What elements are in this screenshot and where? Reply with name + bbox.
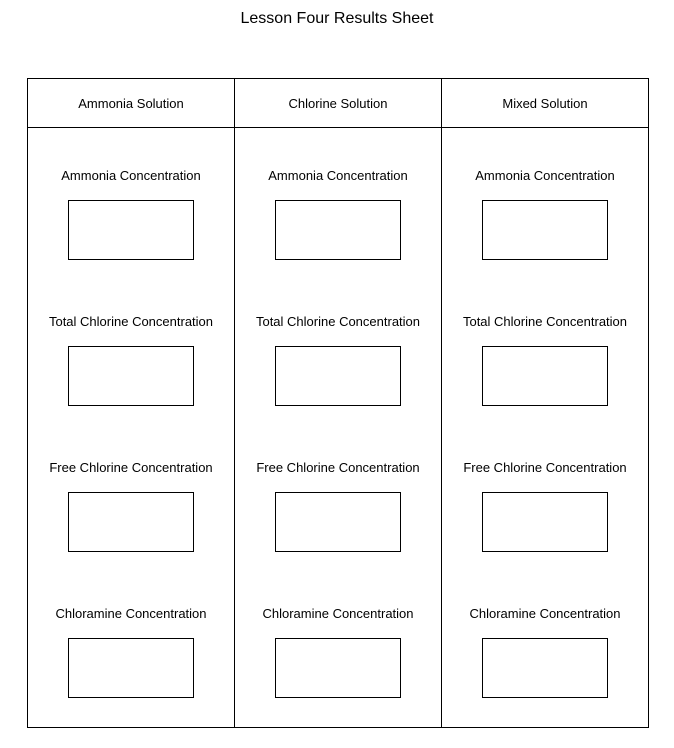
field-label-total-chlorine-concentration: Total Chlorine Concentration xyxy=(255,314,421,329)
answer-box-free-chlorine-concentration[interactable] xyxy=(482,492,608,552)
column-header: Ammonia Solution xyxy=(28,79,234,128)
answer-box-ammonia-concentration[interactable] xyxy=(68,200,194,260)
field-label-free-chlorine-concentration: Free Chlorine Concentration xyxy=(49,460,213,475)
answer-box-total-chlorine-concentration[interactable] xyxy=(275,346,401,406)
answer-box-total-chlorine-concentration[interactable] xyxy=(68,346,194,406)
column-mixed-solution xyxy=(442,79,648,727)
column-ammonia-solution xyxy=(28,79,235,727)
field-label-free-chlorine-concentration: Free Chlorine Concentration xyxy=(256,460,420,475)
answer-box-free-chlorine-concentration[interactable] xyxy=(68,492,194,552)
field-label-chloramine-concentration: Chloramine Concentration xyxy=(469,606,621,621)
answer-box-ammonia-concentration[interactable] xyxy=(482,200,608,260)
field-label-ammonia-concentration: Ammonia Concentration xyxy=(475,168,615,183)
answer-box-total-chlorine-concentration[interactable] xyxy=(482,346,608,406)
answer-box-chloramine-concentration[interactable] xyxy=(482,638,608,698)
document-title: Lesson Four Results Sheet xyxy=(240,10,434,27)
answer-box-ammonia-concentration[interactable] xyxy=(275,200,401,260)
column-header: Mixed Solution xyxy=(442,79,648,128)
field-label-ammonia-concentration: Ammonia Concentration xyxy=(61,168,201,183)
field-label-free-chlorine-concentration: Free Chlorine Concentration xyxy=(463,460,627,475)
column-chlorine-solution xyxy=(235,79,442,727)
field-label-chloramine-concentration: Chloramine Concentration xyxy=(262,606,414,621)
field-label-total-chlorine-concentration: Total Chlorine Concentration xyxy=(462,314,628,329)
answer-box-chloramine-concentration[interactable] xyxy=(275,638,401,698)
field-label-chloramine-concentration: Chloramine Concentration xyxy=(55,606,207,621)
answer-box-free-chlorine-concentration[interactable] xyxy=(275,492,401,552)
field-label-total-chlorine-concentration: Total Chlorine Concentration xyxy=(48,314,214,329)
column-header: Chlorine Solution xyxy=(235,79,441,128)
answer-box-chloramine-concentration[interactable] xyxy=(68,638,194,698)
field-label-ammonia-concentration: Ammonia Concentration xyxy=(268,168,408,183)
results-table xyxy=(27,78,649,728)
